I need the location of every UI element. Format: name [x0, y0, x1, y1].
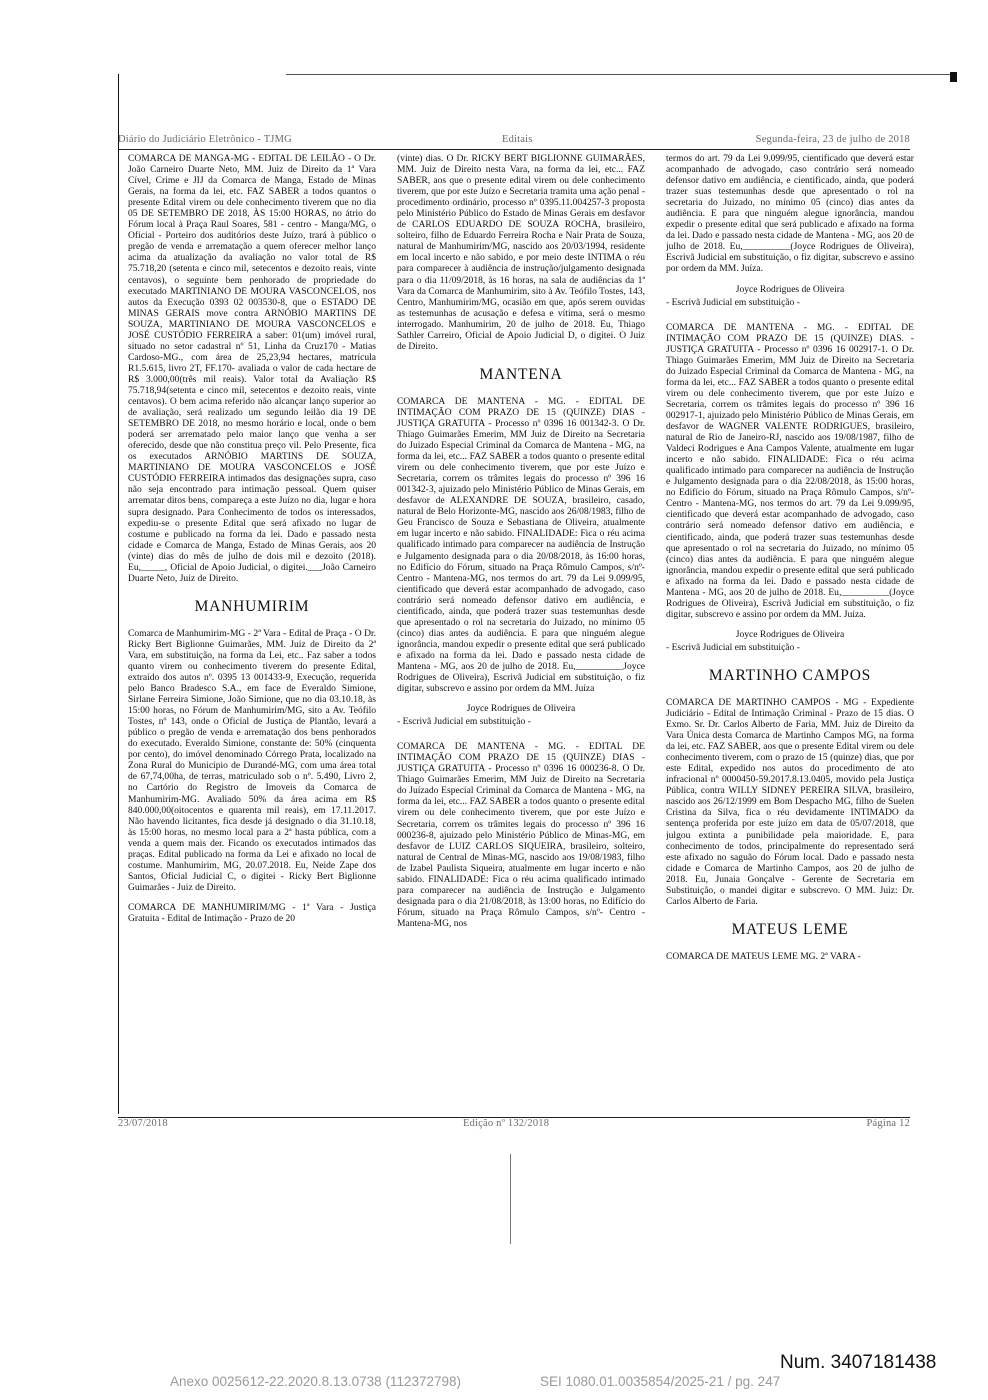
document-number-stamp: Num. 3407181438 — [780, 1352, 937, 1373]
section-heading-mateus-leme: MATEUS LEME — [731, 920, 849, 938]
edital-manhumirim-praca: Comarca de Manhumirim-MG - 2ª Vara - Edital de Praça - O Dr. Ricky Bert Biglionne Guimarães, MM. Juiz de Direito da 2ª Vara, em substituição, na forma da Lei, etc.. Faz saber a todos quanto virem ou conhecimento tiverem do presente Edital, extraído dos autos nº. 0395 13 001433-9, Execução, requerida pelo Banco Bradesco S.A., em face de Everaldo Simione, Sirlane Ferreira Simione, João Simione, que no dia 03.10.18, às 15:00 horas, no Fórum de Manhumirim/MG, sito a Av. Teófilo Tostes, nº 143, onde o Oficial de Justiça de Plantão, levará a público o pregão de venda e arrematação dos bens penhorados do executado. Everaldo Simione, constante de: 50% (cinquenta por cento), do imóvel denominado Córrego Prata, localizado na Zona Rural do Município de Durandé-MG, com uma área total de 67,74,00ha, de terras, matriculado sob o nº. 5.490, Livro 2, no Cartório do Registro de Imoveis da Comarca de Manhumirim-MG. Avaliado 50% da área acima em R$ 840.000,00(oitocentos e quarenta mil reais), em 17.11.2017. Não havendo licitantes, fica desde já designado o dia 31.10.18, às 15:00 horas, no mesmo local para a 2ª hasta pública, com a venda a quem mais der. Ficando os executados intimados das praças. Edital publicado na forma da Lei e afixado no local de costume. Manhumirim, MG, 20.07.2018. Eu, Neide Zape dos Santos, Oficial Judicial C, o digitei - Ricky Bert Biglionne Guimarães - Juiz de Direito. — [128, 627, 376, 893]
top-right-corner-mark — [950, 72, 957, 82]
column-middle — [397, 153, 645, 1113]
annex-reference: Anexo 0025612-22.2020.8.13.0738 (112372798) — [170, 1374, 462, 1389]
page-footer — [118, 1117, 910, 1134]
section-heading-manhumirim: MANHUMIRIM — [194, 597, 310, 615]
column-left — [128, 153, 376, 1113]
edital-mantena-1342: COMARCA DE MANTENA - MG. - EDITAL DE INTIMAÇÃO COM PRAZO DE 15 (QUINZE) DIAS - JUSTIÇA GRATUITA - Processo nº 0396 16 001342-3. O Dr. Thiago Guimarães Emerim, MM Juiz de Direito na Secretaria do Juizado Especial Criminal da Comarca de Mantena - MG, na forma da lei, etc... FAZ SABER a todos quanto o presente edital virem ou dele conhecimento tiverem, que por este Juízo e Secretaria, correm os trâmites legais do processo nº 396 16 001342-3, ajuizado pelo Ministério Público de Minas Gerais, em desfavor de ALEXANDRE DE SOUZA, brasileiro, casado, natural de Belo Horizonte-MG, nascido aos 26/08/1983, filho de Geu Francisco de Souza e Sebastiana de Oliveira, atualmente em lugar incerto e não sabido. FINALIDADE: Fica o réu acima qualificado intimado para comparecer na audiência de Instrução e Julgamento designada para o dia 20/08/2018, às 16:00 horas, no Edifício do Fórum, situado na Praça Rômulo Campos, s/nº- Centro - Mantena-MG, nos termos do art. 79 da Lei 9.099/95, cientificado que deverá estar acompanhado de advogado, caso contrário será nomeado defensor dativo em audiência, e cientificado, ainda, que poderá trazer suas testemunhas desde que apresentado o rol na secretaria do Juizado, no mínimo 05 (cinco) dias antes da audiência. E para que ninguém alegue ignorância, mandou expedir o presente edital que será publicado e afixado na forma da lei. Dado e passado nesta cidade de Mantena - MG, aos 20 de julho de 2018. Eu,__________Joyce Rodrigues de Oliveira), Escrivã Judicial em substituição, o fiz digitar, subscrevo e assino por ordem da MM. Juíza — [397, 395, 645, 695]
edital-mantena-0236: COMARCA DE MANTENA - MG. - EDITAL DE INTIMAÇÃO COM PRAZO DE 15 (QUINZE) DIAS - JUSTIÇA GRATUITA - Processo nº 0396 16 000236-8. O Dr. Thiago Guimarães Emerim, MM Juiz de Direito na Secretaria do Juizado Especial Criminal da Comarca de Mantena - MG, na forma da lei, etc... FAZ SABER a todos quanto o presente edital virem ou dele conhecimento tiverem, que por este Juízo e Secretaria, correm os trâmites legais do processo nº 396 16 000236-8, ajuizado pelo Ministério Público de Minas-MG, em desfavor de LUIZ CARLOS SIQUEIRA, brasileiro, solteiro, natural de Central de Minas-MG, nascido aos 19/08/1983, filho de Izabel Paulista Siqueira, atualmente em lugar incerto e não sabido. FINALIDADE: Fica o réu acima qualificado intimado para comparecer na audiência de Instrução e Julgamento designada para o dia 21/08/2018, às 13:00 horas, no Edifício do Fórum, situado na Praça Rômulo Campos, s/nº- Centro - Mantena-MG, nos — [397, 741, 645, 929]
section-heading-martinho-campos: MARTINHO CAMPOS — [708, 666, 872, 684]
page-header — [118, 134, 910, 150]
column-right — [666, 153, 914, 1113]
edital-mantena-2917: COMARCA DE MANTENA - MG. - EDITAL DE INTIMAÇÃO COM PRAZO DE 15 (QUINZE) DIAS. - JUSTIÇA GRATUITA - Processo nº 0396 16 002917-1. O Dr. Thiago Guimarães Emerim, MM Juiz de Direito na Secretaria do Juizado Especial Criminal da Comarca de Mantena - MG, na forma da lei, etc... FAZ SABER a todos quanto o presente edital virem ou dele conhecimento tiverem, que por este Juízo e Secretaria, correm os trâmites legais do processo nº 396 16 002917-1, ajuizado pelo Ministério Público de Minas Gerais, em desfavor de WAGNER VALENTE RODRIGUES, brasileiro, natural de Rio de Janeiro-RJ, nascido aos 19/08/1987, filho de Valdeci Rodrigues e Ana Campos Valente, atualmente em lugar incerto e não sabido. FINALIDADE: Fica o réu acima qualificado intimado para comparecer na audiência de Instrução e Julgamento designada para o dia 22/08/2018, às 15:00 horas, no Edifício do Fórum, situado na Praça Rômulo Campos, s/nº- Centro - Mantena-MG, nos termos do art. 79 da Lei 9.099/95, cientificado que deverá estar acompanhado de advogado, caso contrário será nomeado defensor dativo em audiência, e cientificado, ainda, que poderá trazer suas testemunhas desde que apresentado o rol na secretaria do Juizado, no mínimo 05 (cinco) dias antes da audiência. E para que ninguém alegue ignorância, mandou expedir o presente edital que será publicado e afixado na forma da lei. Dado e passado nesta cidade de Mantena - MG, aos 20 de julho de 2018. Eu,__________(Joyce Rodrigues de Oliveira), Escrivã Judicial em substituição, o fiz digitar, subscrevo e assino por ordem da MM. Juíza. — [666, 321, 914, 620]
footer-page: Página 12 — [866, 1118, 910, 1129]
section-heading-mantena: MANTENA — [479, 365, 563, 383]
edital-mateus-leme-start: COMARCA DE MATEUS LEME MG. 2ª VARA - — [666, 950, 861, 962]
footer-edition: Edição nº 132/2018 — [463, 1118, 550, 1129]
bottom-cut-line — [510, 1154, 511, 1244]
signature-role: - Escrivã Judicial em substituição - — [397, 716, 531, 728]
edital-manhumirim-intimacao-start: COMARCA DE MANHUMIRIM/MG - 1ª Vara - Justiça Gratuita - Edital de Intimação - Prazo de 20 — [128, 901, 376, 924]
signature-name: Joyce Rodrigues de Oliveira — [735, 628, 845, 640]
header-journal-name: Diário do Judiciário Eletrônico - TJMG — [118, 134, 292, 145]
signature-role: - Escrivã Judicial em substituição - — [666, 296, 800, 308]
edital-mantena-0236-cont: termos do art. 79 da Lei 9.099/95, cientificado que deverá estar acompanhado de advogado, caso contrário será nomeado defensor dativo em audiência, e cientificado, ainda, que poderá trazer suas testemunhas desde que apresentado o rol na secretaria do Juizado, no mínimo 05 (cinco) dias antes da audiência. E para que ninguém alegue ignorância, mandou expedir o presente edital que será publicado e afixado na forma da lei. Dado e passado nesta cidade de Mantena - MG, aos 20 de julho de 2018. Eu,__________(Joyce Rodrigues de Oliveira), Escrivã Judicial em substituição, o fiz digitar, subscrevo e assino por ordem da MM. Juíza. — [666, 153, 914, 275]
sei-reference: SEI 1080.01.0035854/2025-21 / pg. 247 — [540, 1374, 781, 1389]
edital-manga: COMARCA DE MANGA-MG - EDITAL DE LEILÃO - O Dr. João Carneiro Duarte Neto, MM. Juiz de Direito da 1ª Vara Cível, Crime e JIJ da Comarca de Manga, Estado de Minas Gerais, na forma da lei, etc. FAZ SABER a todos quantos o presente Edital virem ou dele conhecimento tiverem que no dia 05 DE SETEMBRO DE 2018, ÀS 15:00 HORAS, no átrio do Fórum local à Praça Raul Soares, 581 - centro - Manga/MG, o Oficial - Porteiro dos auditórios deste Juízo, trará à público o pregão de venda e arrematação a quem oferecer melhor lanço acima da atualização da avaliação no valor total de R$ 75.718,20 (setenta e cinco mil, setecentos e dezoito reais, vinte centavos), o seguinte bem penhorado de propriedade do executado MARTINIANO DE MOURA VASCONCELOS, nos autos da Execução 0393 02 003530-8, que o ESTADO DE MINAS GERAIS move contra ARNÓBIO MARTINS DE SOUZA, MARTINIANO DE MOURA VASCONCELOS e JOSÉ CUSTÓDIO FERREIRA a saber: 01(um) imóvel rural, situado no setor cadastral nº 51, Linha da Cruz170 - Matias Cardoso-MG., com área de 25,23,94 hectares, matrícula R1.5.615, livro 2T, FF.170- avaliada o valor de cada hectare de R$ 3.000,00(três mil reais). Valor total da Avaliação R$ 75.718,94(setenta e cinco mil, setecentos e dezoito reais, vinte centavos). O bem acima referido não alcançar lanço superior ao de avaliação, será realizado um segundo leilão dia 19 DE SETEMBRO DE 2018, no mesmo horário e local, onde o bem poderá ser arrematado pelo maior lanço que venha a ser oferecido, desde que não constitua preço vil. Pelo Presente, fica os executados ARNÓBIO MARTINS DE SOUZA, MARTINIANO DE MOURA VASCONCELOS e JOSÉ CUSTÓDIO FERREIRA intimados das designações supra, caso não seja encontrado para intimação pessoal. Quem quiser arrematar ditos bens, compareça a este Juízo no dia, lugar e hora supra designado. Para Conhecimento de todos os interessados, expediu-se o presente Edital que será afixado no lugar de costume e publicado na forma da lei. Dado e passado nesta cidade e Comarca de Manga, Estado de Minas Gerais, aos 20 (vinte) dias do mês de julho de dois mil e dezoito (2018). Eu,_____, Oficial de Apoio Judicial, o digitei.___João Carneiro Duarte Neto, Juiz de Direito. — [128, 153, 376, 584]
edital-martinho-campos: COMARCA DE MARTINHO CAMPOS - MG - Expediente Judiciário - Edital de Intimação Criminal - Prazo de 15 dias. O Exmo. Sr. Dr. Carlos Alberto de Faria, MM. Juiz de Direito da Vara Única desta Comarca de Martinho Campos MG, na forma da lei, etc. FAZ SABER, aos que o presente Edital virem ou dele conhecimento tiverem, com o prazo de 15 (quinze) dias, que por este Edital, expedido nos autos do procedimento de ato infracional nº 0000450-59.2017.8.13.0405, movido pela Justiça Pública, contra WILLY SIDNEY PEREIRA SILVA, brasileiro, nascido aos 26/12/1999 em Bom Despacho MG, filho de Suelen Cristina da Silva, fica o réu devidamente INTIMADO da sentença proferida por este juízo em data de 05/07/2018, que julgou extinta a punibilidade pela maioridade. E, para conhecimento de todos, principalmente do representado será este afixado no saguão do Fórum local. Dado e passado nesta cidade e Comarca de Martinho Campos, aos 20 de julho de 2018. Eu, Junaia Gonçalve - Gerente de Secretaria em Substituição, o mandei digitar e subscrevo. O MM. Juiz: Dr. Carlos Alberto de Faria. — [666, 696, 914, 907]
left-border-line — [118, 74, 119, 1114]
signature-role: - Escrivã Judicial em substituição - — [666, 641, 800, 653]
header-section: Editais — [502, 134, 533, 145]
top-border-line — [286, 74, 956, 75]
footer-date: 23/07/2018 — [118, 1118, 168, 1129]
edital-manhumirim-intimacao-cont: (vinte) dias. O Dr. RICKY BERT BIGLIONNE GUIMARÃES, MM. Juiz de Direito nesta Vara, na forma da lei, etc... FAZ SABER, aos que o presente edital virem ou dele conhecimento tiverem, que por este Juízo e Secretaria tramita uma ação penal - procedimento ordinário, processo nº 0395.11.004257-3 proposta pelo Ministério Público do Estado de Minas Gerais em desfavor de CARLOS EDUARDO DE SOUZA ROCHA, brasileiro, solteiro, filho de Eduardo Ferreira Rocha e Nair Prata de Souza, natural de Manhumirim/MG, nascido aos 20/03/1994, residente em local incerto e não sabido, e por meio deste INTIMA o réu para comparecer à audiência de instrução/julgamento designada para o dia 11/09/2018, às 16 horas, na sala de audiências da 1ª Vara da Comarca de Manhumirim, sito à Av. Teófilo Tostes, 143, Centro, Manhumirim/MG, ocasião em que, após serem ouvidas as testemunhas de acusação e defesa e vítima, será o mesmo interrogado. Manhumirim, 20 de julho de 2018. Eu, Thiago Sathler Carreiro, Oficial de Apoio Judicial D, o digitei. O Juiz de Direito. — [397, 153, 645, 352]
signature-name: Joyce Rodrigues de Oliveira — [735, 283, 845, 295]
signature-name: Joyce Rodrigues de Oliveira — [466, 703, 576, 715]
header-date: Segunda-feira, 23 de julho de 2018 — [755, 134, 910, 145]
